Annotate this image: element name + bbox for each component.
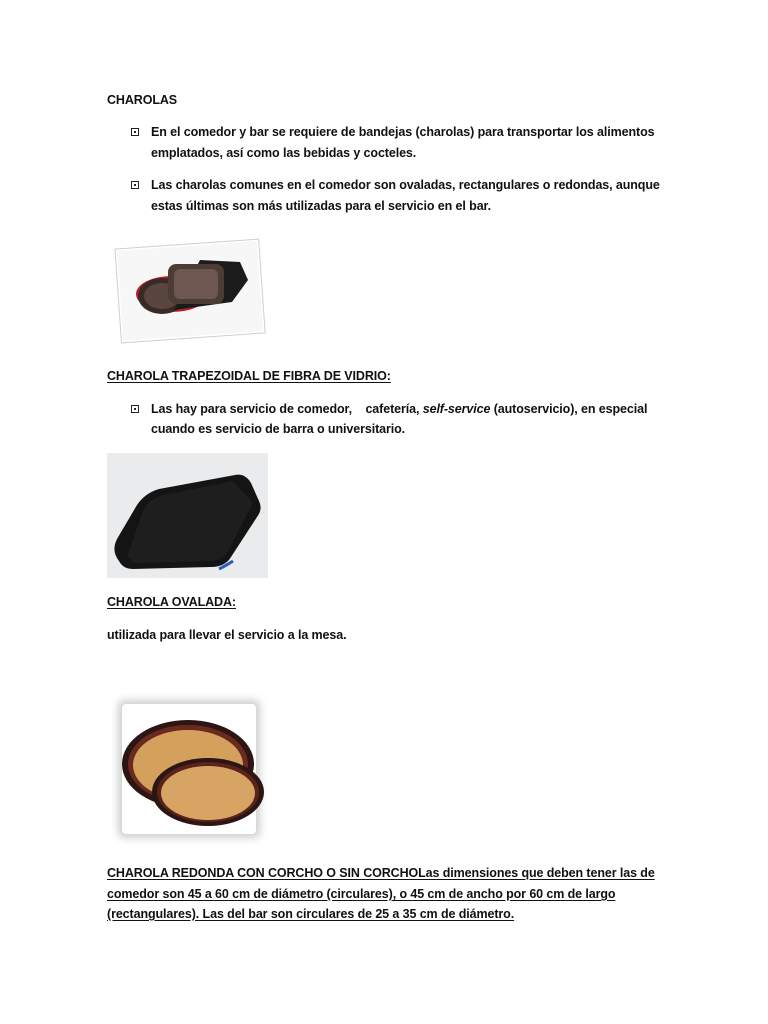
bullet-3-line-2: cuando es servicio de barra o universitario.	[151, 422, 406, 436]
bullet-3-text-pre: Las hay para servicio de comedor, cafetería,	[151, 402, 423, 416]
square-bullet-icon	[131, 405, 139, 413]
round-cork-trays-image	[110, 692, 268, 846]
square-bullet-icon	[131, 128, 139, 136]
round-tray-paragraph-line-3: (rectangulares). Las del bar son circulares de 25 a 35 cm de diámetro.	[107, 907, 515, 921]
round-tray-paragraph-line-1: CHAROLA REDONDA CON CORCHO O SIN CORCHOLas dimensiones que deben tener las de	[107, 866, 655, 880]
bullet-1-line-1: En el comedor y bar se requiere de bandejas (charolas) para transportar los alimentos	[151, 125, 655, 139]
assorted-trays-image	[112, 232, 268, 348]
square-bullet-icon	[131, 181, 139, 189]
trapezoidal-tray-image	[107, 453, 268, 578]
round-tray-paragraph-line-2: comedor son 45 a 60 cm de diámetro (circulares), o 45 cm de ancho por 60 cm de largo	[107, 887, 616, 901]
bullet-3-line-1	[151, 399, 647, 420]
heading-charola-ovalada: CHAROLA OVALADA:	[107, 595, 236, 609]
bullet-2-line-2: estas últimas son más utilizadas para el servicio en el bar.	[151, 199, 491, 213]
bullet-3-text-emphasis: self-service	[422, 402, 491, 416]
bullet-1-line-2: emplatados, así como las bebidas y cocteles.	[151, 146, 417, 160]
heading-charolas: CHAROLAS	[107, 93, 178, 107]
oval-tray-description: utilizada para llevar el servicio a la mesa.	[107, 628, 347, 642]
heading-charola-trapezoidal: CHAROLA TRAPEZOIDAL DE FIBRA DE VIDRIO:	[107, 369, 391, 383]
bullet-2-line-1: Las charolas comunes en el comedor son ovaladas, rectangulares o redondas, aunque	[151, 178, 660, 192]
bullet-3-text-post: (autoservicio), en especial	[490, 402, 648, 416]
